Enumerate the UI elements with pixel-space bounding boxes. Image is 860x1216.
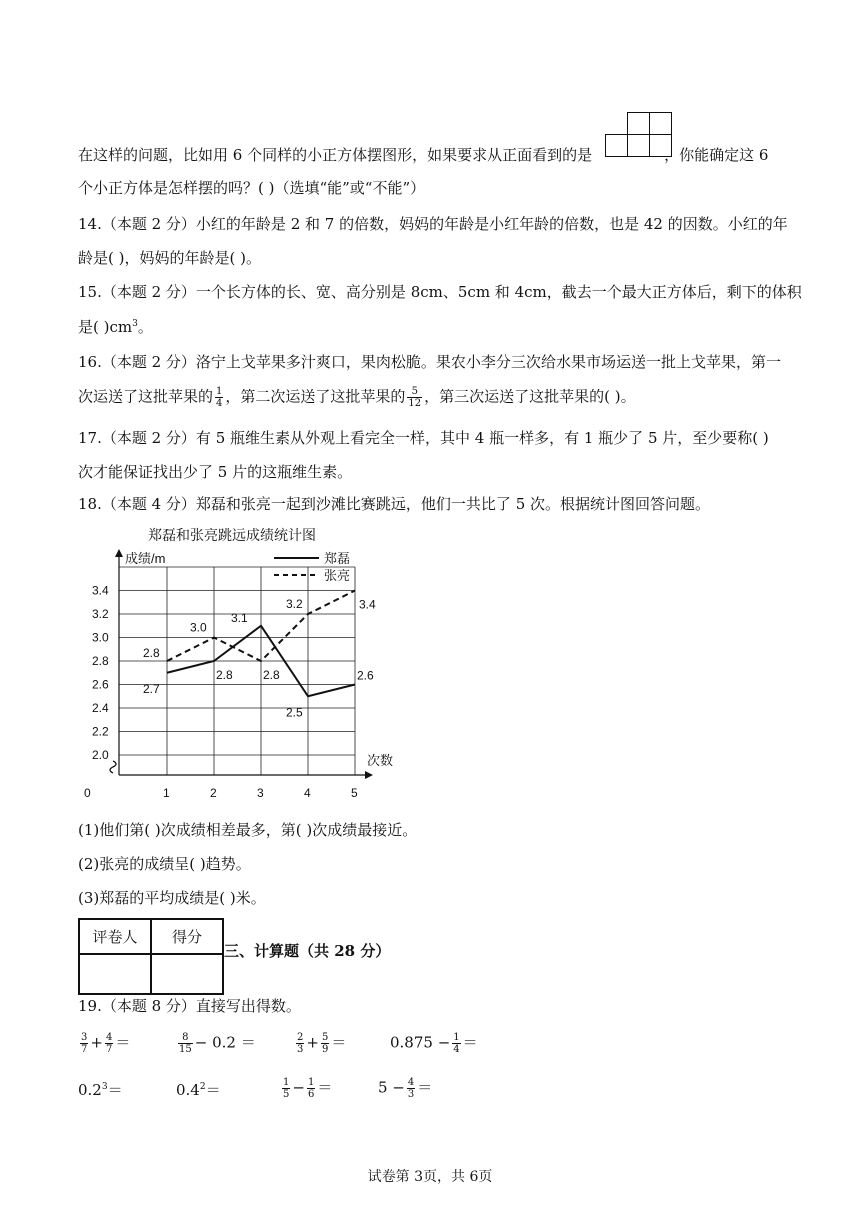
equals: ＝ xyxy=(331,1033,347,1052)
score-table-header-grader: 评卷人 xyxy=(79,919,151,954)
q13-line2: 个小正方体是怎样摆的吗？( )（选填“能”或“不能”） xyxy=(78,179,426,197)
numerator: 4 xyxy=(407,1077,415,1088)
base: 0.4 xyxy=(176,1081,200,1099)
data-label-zhangliang: 3.2 xyxy=(286,597,303,611)
equals: ＝ xyxy=(107,1081,123,1099)
score-table-score-cell[interactable] xyxy=(151,954,223,994)
x-axis-arrow xyxy=(365,771,373,779)
operator: + xyxy=(306,1033,319,1052)
data-label-zhangliang: 2.8 xyxy=(263,668,280,682)
numerator: 1 xyxy=(283,1077,290,1088)
chart-title: 郑磊和张亮跳远成绩统计图 xyxy=(148,527,316,543)
calc-1 xyxy=(78,1032,130,1055)
cube-top-left xyxy=(627,112,650,135)
q15-text: 是( )cm xyxy=(78,318,133,336)
data-label-zhangliang: 3.0 xyxy=(190,620,207,635)
base: 0.2 xyxy=(78,1081,102,1099)
denominator: 5 xyxy=(283,1089,290,1100)
y-tick-label: 2.8 xyxy=(92,654,109,668)
denominator: 7 xyxy=(81,1044,88,1055)
denominator: 4 xyxy=(453,1044,460,1055)
data-label-zhangliang: 2.8 xyxy=(143,646,160,660)
x-tick-label: 5 xyxy=(351,785,358,800)
q16-fraction-1 xyxy=(215,386,223,409)
q16-line1: 16.（本题 2 分）洛宁上戈苹果多汁爽口，果肉松脆。果农小李分三次给水果市场运送一批上戈苹果，第一 xyxy=(78,353,781,371)
data-label-zhenglei: 2.6 xyxy=(357,668,374,683)
legend-label-zhenglei: 郑磊 xyxy=(324,551,351,566)
q18-line1: 18.（本题 4 分）郑磊和张亮一起到沙滩比赛跳远，他们一共比了 5 次。根据统计图回答问题。 xyxy=(78,495,711,513)
y-tick-label: 2.0 xyxy=(92,748,109,762)
y-tick-label: 2.4 xyxy=(92,701,109,715)
data-label-zhenglei: 3.1 xyxy=(231,610,248,625)
operator: + xyxy=(90,1033,103,1052)
x-tick-label: 2 xyxy=(210,785,217,800)
q13-text-a: 在这样的问题，比如用 6 个同样的小正方体摆图形，如果要求从正面看到的是 xyxy=(78,146,593,164)
q17-line1: 17.（本题 2 分）有 5 瓶维生素从外观上看完全一样，其中 4 瓶一样多，有 1 瓶少了 5 片，至少要称( ) xyxy=(78,429,769,447)
cube-bottom-middle xyxy=(627,134,650,157)
cube-bottom-left xyxy=(605,134,628,157)
axis-break-icon xyxy=(110,761,116,773)
jump-line-chart xyxy=(84,522,404,807)
q14-line2: 龄是( )，妈妈的年龄是( )。 xyxy=(78,249,261,267)
equals: ＝ xyxy=(205,1081,221,1099)
expression-pre: 0.875 − xyxy=(390,1033,451,1052)
legend-label-zhangliang: 张亮 xyxy=(324,568,351,583)
operator: − xyxy=(292,1078,305,1097)
page-footer: 试卷第 3页，共 6页 xyxy=(367,1169,493,1185)
q16-text-c: ，第三次运送了这批苹果的( )。 xyxy=(424,387,636,406)
q16-line2 xyxy=(78,386,636,409)
equals: ＝ xyxy=(417,1078,433,1097)
calc-3 xyxy=(294,1032,346,1055)
q16-text-b: ，第二次运送了这批苹果的 xyxy=(225,387,406,406)
data-label-zhenglei: 2.8 xyxy=(216,668,233,682)
y-axis-label: 成绩/m xyxy=(125,551,166,566)
denominator: 3 xyxy=(407,1089,415,1100)
numerator: 4 xyxy=(105,1032,113,1043)
q14-line1: 14.（本题 2 分）小红的年龄是 2 和 7 的倍数，妈妈的年龄是小红年龄的倍数，也是 42 的因数。小红的年 xyxy=(78,215,788,233)
x-tick-label: 3 xyxy=(257,785,264,800)
frac xyxy=(178,1032,193,1055)
calc-7 xyxy=(280,1077,332,1100)
frac xyxy=(296,1032,304,1055)
expression-pre: 5 − xyxy=(378,1078,405,1097)
numerator: 3 xyxy=(81,1032,88,1043)
denominator: 3 xyxy=(297,1044,304,1055)
score-table-grader-cell[interactable] xyxy=(79,954,151,994)
q18-sub3: (3)郑磊的平均成绩是( )米。 xyxy=(78,889,266,907)
q15-line2 xyxy=(78,314,153,337)
q15-cube-exponent: 3 xyxy=(132,319,138,329)
denominator: 6 xyxy=(307,1089,315,1100)
score-table xyxy=(78,918,224,995)
numerator: 8 xyxy=(178,1032,193,1044)
numerator: 2 xyxy=(297,1032,304,1043)
q19-line1: 19.（本题 8 分）直接写出得数。 xyxy=(78,997,301,1015)
calc-6 xyxy=(176,1077,221,1100)
x-tick-label: 1 xyxy=(163,785,170,800)
q17-line2: 次才能保证找出少了 5 片的这瓶维生素。 xyxy=(78,463,353,481)
y-tick-label: 3.2 xyxy=(92,607,109,621)
calc-5 xyxy=(78,1077,123,1100)
exponent: 3 xyxy=(101,1082,108,1092)
data-label-zhenglei: 2.5 xyxy=(286,705,303,720)
calc-8 xyxy=(378,1077,432,1100)
data-label-zhangliang: 3.4 xyxy=(359,597,376,612)
q15-line1: 15.（本题 2 分）一个长方体的长、宽、高分别是 8cm、5cm 和 4cm，截去一个最大正方体后，剩下的体积 xyxy=(78,283,802,301)
y-tick-label: 3.4 xyxy=(92,583,109,598)
calc-2 xyxy=(176,1032,256,1055)
q18-sub2: (2)张亮的成绩呈( )趋势。 xyxy=(78,855,251,873)
frac xyxy=(105,1032,113,1055)
denominator: 4 xyxy=(216,398,223,409)
numerator: 1 xyxy=(307,1077,315,1088)
data-label-zhenglei: 2.7 xyxy=(143,681,160,696)
y-tick-label: 2.6 xyxy=(92,677,109,692)
q16-text-a: 次运送了这批苹果的 xyxy=(78,387,214,406)
y-tick-label: 3.0 xyxy=(92,630,109,645)
cube-front-view-figure xyxy=(605,112,673,158)
cube-bottom-right xyxy=(649,134,672,157)
calc-4 xyxy=(390,1032,478,1055)
frac xyxy=(452,1032,460,1055)
x-axis-label: 次数 xyxy=(367,752,394,768)
denominator: 7 xyxy=(105,1044,113,1055)
denominator: 9 xyxy=(321,1044,329,1055)
frac xyxy=(80,1032,88,1055)
numerator: 5 xyxy=(407,386,422,398)
q16-fraction-2 xyxy=(407,386,422,409)
q13-text-b: ，你能确定这 6 xyxy=(664,146,769,164)
equals: ＝ xyxy=(462,1033,478,1052)
score-table-header-score: 得分 xyxy=(151,919,223,954)
cube-top-right xyxy=(649,112,672,135)
equals: ＝ xyxy=(115,1033,131,1052)
q18-sub1: (1)他们第( )次成绩相差最多，第( )次成绩最接近。 xyxy=(78,821,418,839)
frac xyxy=(282,1077,290,1100)
numerator: 1 xyxy=(453,1032,460,1043)
denominator: 12 xyxy=(408,398,422,409)
frac xyxy=(407,1077,415,1100)
numerator: 1 xyxy=(216,386,223,397)
x-tick-label: 0 xyxy=(84,785,91,800)
y-tick-label: 2.2 xyxy=(92,724,109,739)
equals: ＝ xyxy=(317,1078,333,1097)
y-axis-arrow xyxy=(115,549,123,557)
section-3-title: 三、计算题（共 28 分） xyxy=(224,942,391,960)
x-tick-label: 4 xyxy=(304,785,311,800)
expression-rest: − 0.2 ＝ xyxy=(194,1033,256,1052)
exponent: 2 xyxy=(199,1082,206,1092)
frac xyxy=(307,1077,315,1100)
q15-end: 。 xyxy=(137,318,153,336)
numerator: 5 xyxy=(321,1032,329,1043)
frac xyxy=(321,1032,329,1055)
denominator: 15 xyxy=(179,1044,192,1055)
